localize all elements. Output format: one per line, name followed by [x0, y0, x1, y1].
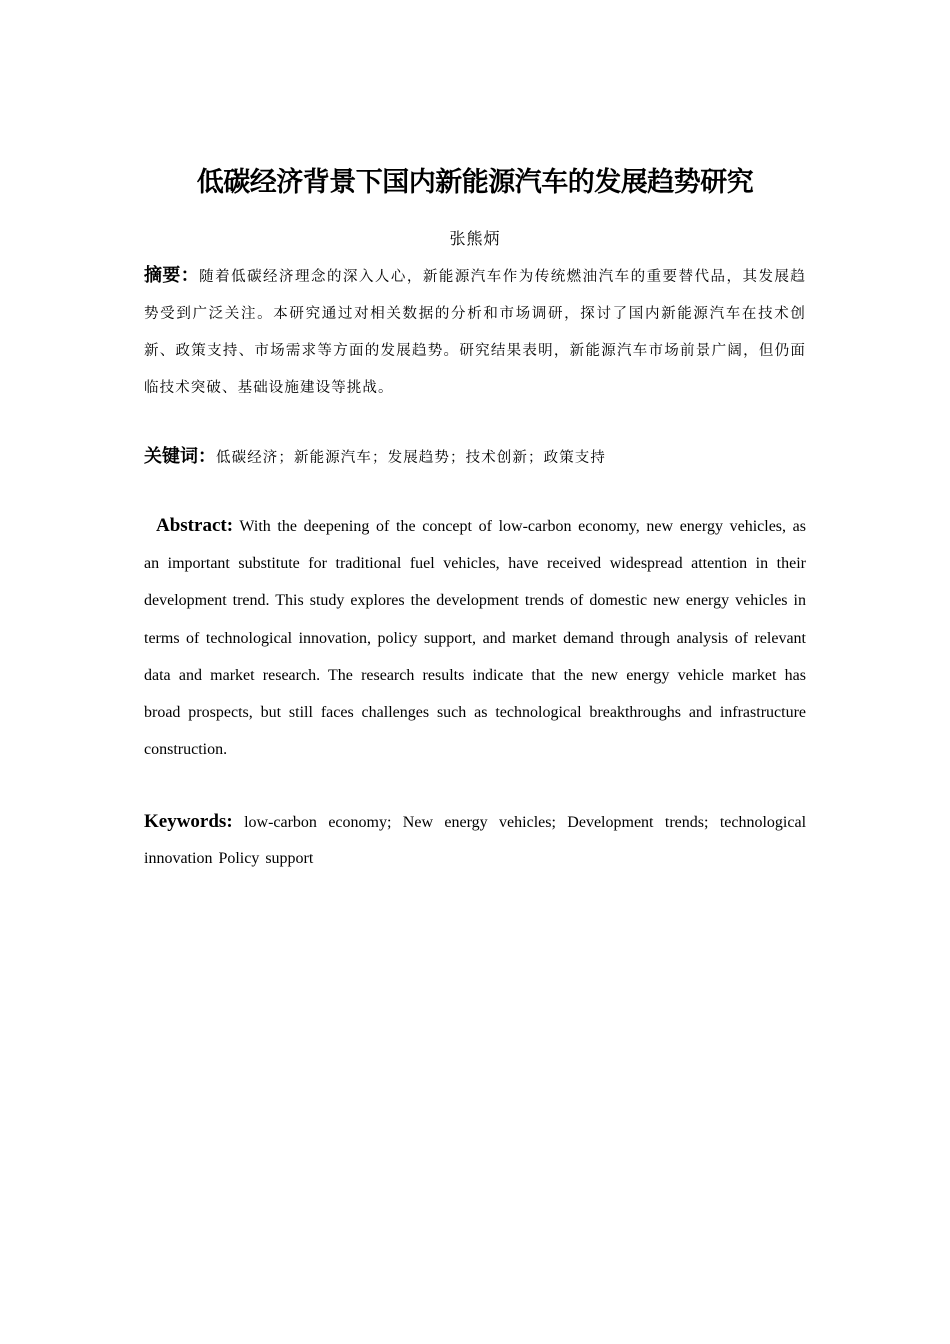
- english-keywords: [144, 804, 806, 877]
- english-abstract-label: Abstract:: [156, 515, 234, 536]
- english-abstract: [144, 507, 806, 768]
- english-keywords-text: low-carbon economy; New energy vehicles; Development trends; technological innovation Policy support: [144, 814, 807, 867]
- chinese-keywords-label: 关键词：: [144, 446, 216, 467]
- author-name: 张熊炳: [449, 229, 501, 248]
- chinese-abstract-text: 随着低碳经济理念的深入人心，新能源汽车作为传统燃油汽车的重要替代品，其发展趋势受到广泛关注。本研究通过对相关数据的分析和市场调研，探讨了国内新能源汽车在技术创新、政策支持、市场需求等方面的发展趋势。研究结果表明，新能源汽车市场前景广阔，但仍面临技术突破、基础设施建设等挑战。: [144, 269, 806, 396]
- chinese-abstract: [144, 257, 806, 407]
- chinese-keywords: [144, 440, 806, 475]
- chinese-keywords-text: 低碳经济；新能源汽车；发展趋势；技术创新；政策支持: [216, 450, 606, 466]
- chinese-abstract-label: 摘要：: [144, 265, 200, 286]
- english-keywords-label: Keywords:: [144, 811, 233, 832]
- english-abstract-text: With the deepening of the concept of low-carbon economy, new energy vehicles, as an important substitute for traditional fuel vehicles, have received widespread attention in their development trend. This study explores the development trends of domestic new energy vehicles in terms of technological innovation, policy support, and market demand through analysis of relevant data and market research. The research results indicate that the new energy vehicle market has broad prospects, but still faces challenges such as technological breakthroughs and infrastructure construction.: [144, 518, 806, 759]
- paper-title: 低碳经济背景下国内新能源汽车的发展趋势研究: [196, 167, 754, 198]
